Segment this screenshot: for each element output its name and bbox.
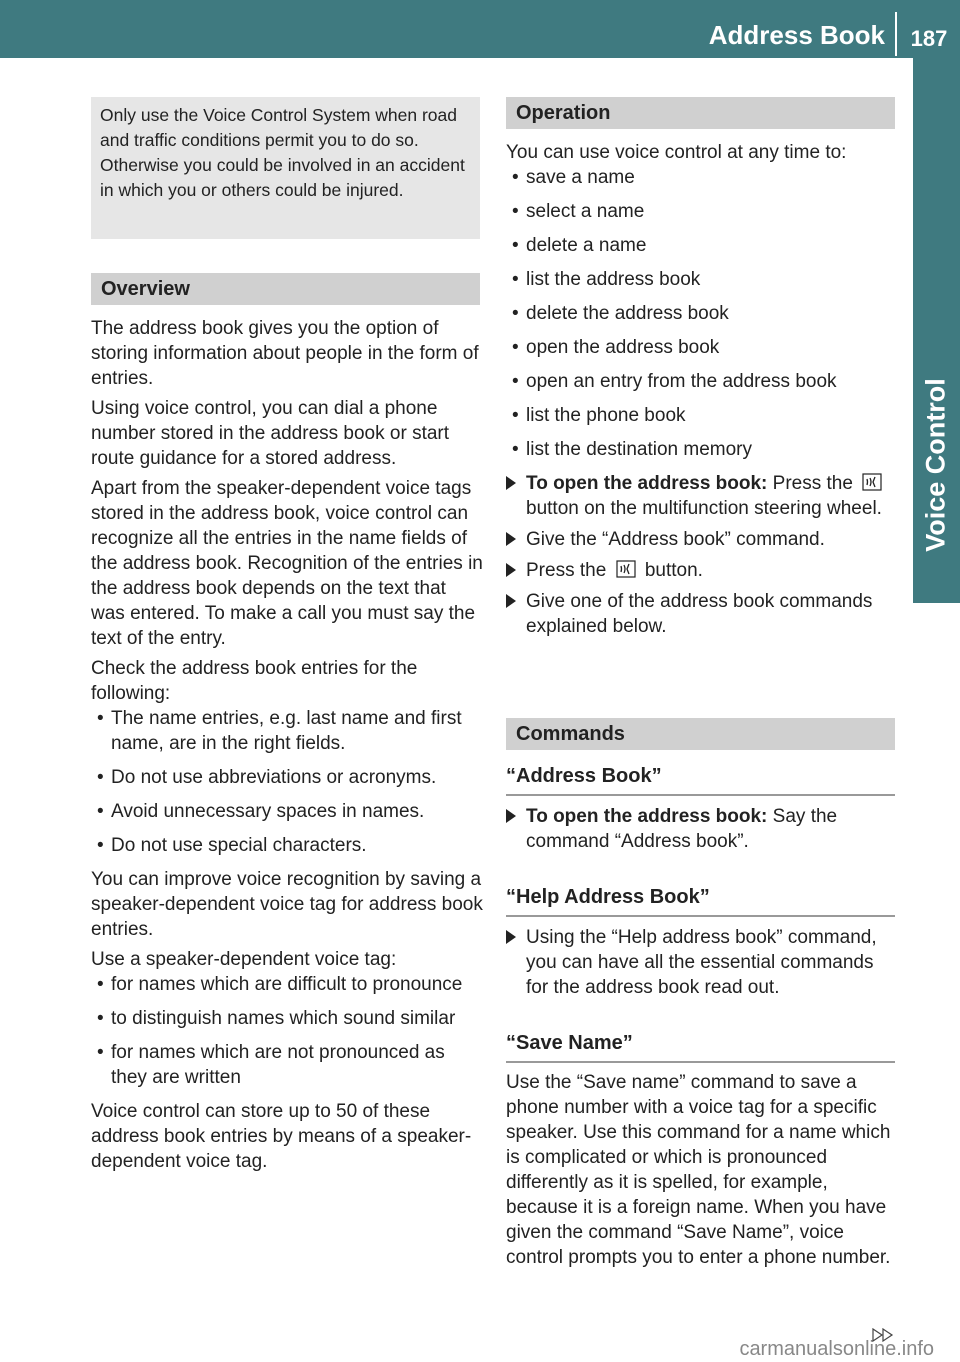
- step-text: Say the command “Address book”.: [526, 806, 838, 852]
- step-arrow-icon: [506, 532, 516, 546]
- instruction-step: [506, 589, 898, 639]
- list-item: • to distinguish names which sound similar: [91, 1006, 483, 1031]
- voice-control-icon: [862, 473, 882, 491]
- step-text: Press the: [767, 473, 853, 494]
- save-name-text: Use the “Save name” command to save a phone number with a voice tag for a specific speaker. Use this command for a name which is complicated or which is pronounced differently as it is spelled, for example, because it is a foreign name. When you have given the command “Save Name”, voice control prompts you to enter a phone number.: [506, 1072, 891, 1268]
- list-item: • delete the address book: [506, 301, 898, 326]
- list-item: • for names which are not pronounced as they are written: [91, 1040, 483, 1090]
- step-text: Give the “Address book” command.: [526, 529, 825, 550]
- overview-p5: You can improve voice recognition by saving a speaker-dependent voice tag for address book entries.: [91, 869, 483, 940]
- overview-heading: Overview: [91, 273, 480, 305]
- page-number: 187: [910, 26, 948, 51]
- help-body: [506, 925, 898, 1006]
- voice-control-icon: [616, 560, 636, 578]
- header-divider: [895, 12, 897, 56]
- list-item: • Do not use special characters.: [91, 833, 483, 858]
- instruction-step: [506, 471, 898, 521]
- operation-body: [506, 140, 898, 645]
- page-header-title: Address Book: [708, 20, 885, 50]
- subheading-save-name: “Save Name”: [506, 1032, 895, 1063]
- step-arrow-icon: [506, 809, 516, 823]
- step-arrow-icon: [506, 930, 516, 944]
- list-item: • for names which are difficult to pronounce: [91, 972, 483, 997]
- subheading-help-address-book: “Help Address Book”: [506, 886, 895, 917]
- instruction-step: [506, 925, 898, 1000]
- step-arrow-icon: [506, 476, 516, 490]
- save-name-body: [506, 1070, 898, 1275]
- side-tab-label: Voice Control: [920, 378, 951, 552]
- list-item: • Do not use abbreviations or acronyms.: [91, 765, 483, 790]
- step-bold-label: To open the address book:: [526, 806, 768, 827]
- instruction-step: [506, 527, 898, 552]
- overview-p4: Check the address book entries for the following:: [91, 658, 418, 704]
- list-item: • The name entries, e.g. last name and first name, are in the right fields.: [91, 706, 483, 756]
- warning-box: Only use the Voice Control System when road and traffic conditions permit you to do so. Otherwise you could be involved in an accident in which you or others could be injured.: [91, 97, 480, 239]
- instruction-step: [506, 804, 898, 854]
- step-bold-label: To open the address book:: [526, 473, 768, 494]
- overview-p6: Use a speaker-dependent voice tag:: [91, 949, 397, 970]
- overview-body: [91, 316, 483, 1179]
- list-item: • Avoid unnecessary spaces in names.: [91, 799, 483, 824]
- list-item: • save a name: [506, 165, 898, 190]
- list-item: • list the destination memory: [506, 437, 898, 462]
- commands-heading: Commands: [506, 718, 895, 750]
- list-item: • list the phone book: [506, 403, 898, 428]
- step-text: button.: [639, 560, 703, 581]
- step-arrow-icon: [506, 563, 516, 577]
- step-text: Give one of the address book commands explained below.: [526, 591, 873, 637]
- list-item: • select a name: [506, 199, 898, 224]
- list-item: • delete a name: [506, 233, 898, 258]
- step-text: Using the “Help address book” command, you can have all the essential commands for the address book read out.: [526, 927, 877, 998]
- overview-p1: The address book gives you the option of storing information about people in the form of entries.: [91, 318, 479, 389]
- list-item: • list the address book: [506, 267, 898, 292]
- step-text: button on the multifunction steering wheel.: [526, 498, 882, 519]
- step-text: Press the: [526, 560, 607, 581]
- overview-p2: Using voice control, you can dial a phone number stored in the address book or start route guidance for a stored address.: [91, 398, 450, 469]
- list-item: • open the address book: [506, 335, 898, 360]
- operation-intro: You can use voice control at any time to:: [506, 142, 847, 163]
- footer-watermark: carmanualsonline.info: [739, 1338, 934, 1360]
- overview-p3: Apart from the speaker-dependent voice tags stored in the address book, voice control can recognize all the entries in the name fields of the address book. Recognition of the entries in the address book depends on the text that was entered. To make a call you must say the text of the entry.: [91, 478, 483, 649]
- step-arrow-icon: [506, 594, 516, 608]
- operation-heading: Operation: [506, 97, 895, 129]
- list-item: • open an entry from the address book: [506, 369, 898, 394]
- address-book-body: [506, 804, 898, 860]
- subheading-address-book: “Address Book”: [506, 765, 895, 796]
- overview-p7: Voice control can store up to 50 of these address book entries by means of a speaker-dependent voice tag.: [91, 1101, 472, 1172]
- instruction-step: [506, 558, 898, 583]
